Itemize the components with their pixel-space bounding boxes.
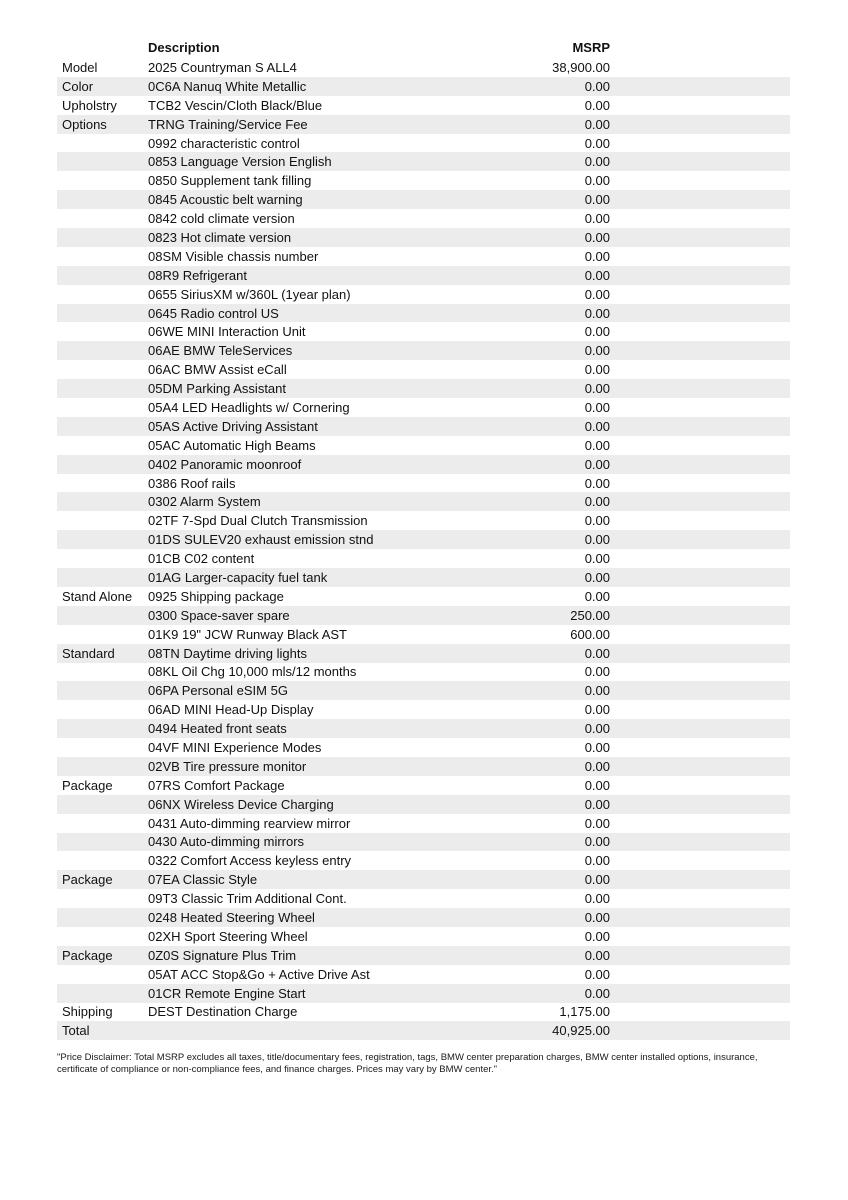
table-row: [57, 927, 790, 946]
table-row: [57, 757, 790, 776]
row-description: 01K9 19" JCW Runway Black AST: [148, 626, 347, 642]
price-disclaimer: "Price Disclaimer: Total MSRP excludes all taxes, title/documentary fees, registration, tags, BMW center preparation charges, BMW center installed options, insurance, certificate of compliance or non-compliance fees, and finance charges. Prices may vary by BMW center.": [57, 1052, 758, 1075]
row-msrp: 0.00: [584, 928, 610, 944]
row-msrp: 40,925.00: [552, 1023, 610, 1039]
row-description: 06AD MINI Head-Up Display: [148, 702, 314, 718]
row-description: 0925 Shipping package: [148, 588, 284, 604]
row-description: 08SM Visible chassis number: [148, 248, 319, 264]
row-msrp: 0.00: [584, 362, 610, 378]
row-msrp: 1,175.00: [559, 1004, 610, 1020]
row-description: 01DS SULEV20 exhaust emission stnd: [148, 532, 374, 548]
row-msrp: 0.00: [584, 569, 610, 585]
row-category: Upholstry: [62, 97, 117, 113]
table-row: [57, 511, 790, 530]
table-row: [57, 115, 790, 134]
row-msrp: 0.00: [584, 248, 610, 264]
row-description: 04VF MINI Experience Modes: [148, 740, 322, 755]
row-msrp: 600.00: [570, 626, 610, 642]
row-description: 0300 Space-saver spare: [148, 607, 290, 623]
table-row: [57, 587, 790, 606]
row-description: 0842 cold climate version: [148, 211, 295, 227]
table-row: [57, 360, 790, 379]
row-category: Package: [62, 872, 113, 888]
row-description: 0C6A Nanuq White Metallic: [148, 78, 307, 94]
table-row: [57, 436, 790, 455]
table-row: [57, 625, 790, 644]
row-msrp: 0.00: [584, 985, 610, 1001]
row-description: 0302 Alarm System: [148, 494, 261, 510]
row-msrp: 0.00: [584, 721, 610, 737]
row-msrp: 0.00: [584, 78, 610, 94]
table-row: [57, 171, 790, 190]
row-description: TCB2 Vescin/Cloth Black/Blue: [148, 97, 323, 113]
row-msrp: 0.00: [584, 324, 610, 340]
row-msrp: 0.00: [584, 494, 610, 510]
table-body: [57, 58, 790, 1040]
row-description: 0845 Acoustic belt warning: [148, 192, 303, 208]
pricing-table: [57, 37, 790, 1040]
row-msrp: 0.00: [584, 286, 610, 302]
description-header: Description: [148, 40, 220, 55]
row-msrp: 0.00: [584, 456, 610, 472]
row-description: 02XH Sport Steering Wheel: [148, 928, 308, 944]
row-msrp: 0.00: [584, 437, 610, 453]
row-description: 05AS Active Driving Assistant: [148, 418, 318, 434]
table-row: [57, 568, 790, 587]
row-msrp: 0.00: [584, 513, 610, 529]
row-msrp: 0.00: [584, 853, 610, 869]
row-category: Model: [62, 59, 98, 75]
table-row: [57, 663, 790, 682]
row-description: 0Z0S Signature Plus Trim: [148, 947, 297, 963]
table-row: [57, 776, 790, 795]
row-msrp: 0.00: [584, 910, 610, 926]
table-row: [57, 681, 790, 700]
table-row: [57, 304, 790, 323]
table-row: [57, 908, 790, 927]
row-category: Shipping: [62, 1004, 113, 1020]
table-row: [57, 322, 790, 341]
row-msrp: 0.00: [584, 796, 610, 812]
table-row: [57, 1021, 790, 1040]
row-description: 06NX Wireless Device Charging: [148, 796, 334, 812]
row-msrp: 0.00: [584, 834, 610, 850]
row-description: 05DM Parking Assistant: [148, 381, 287, 397]
row-msrp: 0.00: [584, 475, 610, 491]
row-description: 06WE MINI Interaction Unit: [148, 324, 306, 340]
row-description: 07RS Comfort Package: [148, 777, 285, 793]
row-description: 02TF 7-Spd Dual Clutch Transmission: [148, 513, 368, 529]
row-description: 2025 Countryman S ALL4: [148, 59, 297, 75]
row-description: 06AE BMW TeleServices: [148, 343, 293, 359]
table-row: [57, 96, 790, 115]
table-row: [57, 606, 790, 625]
table-row: [57, 738, 790, 757]
row-description: 07EA Classic Style: [148, 872, 258, 888]
table-row: [57, 833, 790, 852]
table-row: [57, 247, 790, 266]
row-category: Package: [62, 777, 113, 793]
table-row: [57, 549, 790, 568]
table-row: [57, 492, 790, 511]
row-msrp: 0.00: [584, 777, 610, 793]
row-msrp: 0.00: [584, 551, 610, 567]
table-row: [57, 889, 790, 908]
row-description: 06AC BMW Assist eCall: [148, 362, 287, 378]
table-row: [57, 946, 790, 965]
table-row: [57, 965, 790, 984]
row-description: 05A4 LED Headlights w/ Cornering: [148, 399, 350, 415]
row-msrp: 0.00: [584, 267, 610, 283]
row-msrp: 0.00: [584, 173, 610, 189]
row-msrp: 38,900.00: [552, 59, 610, 75]
row-category: Stand Alone: [62, 588, 133, 604]
row-msrp: 0.00: [584, 399, 610, 415]
table-row: [57, 870, 790, 889]
table-row: [57, 209, 790, 228]
row-msrp: 0.00: [584, 891, 610, 907]
table-row: [57, 58, 790, 77]
row-msrp: 0.00: [584, 815, 610, 831]
row-msrp: 0.00: [584, 683, 610, 699]
row-msrp: 0.00: [584, 229, 610, 245]
row-msrp: 0.00: [584, 702, 610, 718]
row-description: DEST Destination Charge: [148, 1004, 298, 1020]
row-description: 0645 Radio control US: [148, 305, 279, 321]
table-row: [57, 285, 790, 304]
row-description: 0322 Comfort Access keyless entry: [148, 853, 352, 869]
row-msrp: 0.00: [584, 154, 610, 170]
msrp-header: MSRP: [572, 40, 610, 55]
table-row: [57, 795, 790, 814]
row-description: 01AG Larger-capacity fuel tank: [148, 569, 328, 585]
row-msrp: 0.00: [584, 588, 610, 604]
row-msrp: 0.00: [584, 343, 610, 359]
row-description: 0850 Supplement tank filling: [148, 173, 312, 189]
row-description: 0386 Roof rails: [148, 475, 236, 491]
row-description: 08TN Daytime driving lights: [148, 645, 307, 661]
table-row: [57, 455, 790, 474]
row-description: 02VB Tire pressure monitor: [148, 758, 307, 774]
row-description: 05AC Automatic High Beams: [148, 437, 316, 453]
table-row: [57, 984, 790, 1003]
row-description: 0431 Auto-dimming rearview mirror: [148, 815, 351, 831]
row-msrp: 250.00: [570, 607, 610, 623]
row-msrp: 0.00: [584, 211, 610, 227]
table-header-row: [57, 37, 790, 58]
table-row: [57, 474, 790, 493]
table-row: [57, 530, 790, 549]
row-msrp: 0.00: [584, 305, 610, 321]
table-row: [57, 700, 790, 719]
row-description: 0823 Hot climate version: [148, 229, 292, 245]
row-msrp: 0.00: [584, 381, 610, 397]
table-row: [57, 814, 790, 833]
row-description: TRNG Training/Service Fee: [148, 116, 308, 132]
table-row: [57, 851, 790, 870]
row-description: 08R9 Refrigerant: [148, 267, 247, 283]
row-description: 0430 Auto-dimming mirrors: [148, 834, 305, 850]
row-msrp: 0.00: [584, 947, 610, 963]
table-row: [57, 398, 790, 417]
row-msrp: 0.00: [584, 135, 610, 151]
table-row: [57, 719, 790, 738]
row-description: 0494 Heated front seats: [148, 721, 287, 737]
row-msrp: 0.00: [584, 97, 610, 113]
table-row: [57, 190, 790, 209]
table-row: [57, 266, 790, 285]
table-row: [57, 77, 790, 96]
row-msrp: 0.00: [584, 192, 610, 208]
row-description: 0402 Panoramic moonroof: [148, 456, 302, 472]
row-category: Color: [62, 78, 94, 94]
row-category: Package: [62, 947, 113, 963]
row-description: 0853 Language Version English: [148, 154, 332, 170]
row-description: 0992 characteristic control: [148, 135, 300, 151]
row-category: Total: [62, 1023, 90, 1039]
row-description: 06PA Personal eSIM 5G: [148, 683, 288, 699]
table-row: [57, 1003, 790, 1022]
row-description: 0655 SiriusXM w/360L (1year plan): [148, 286, 351, 302]
row-msrp: 0.00: [584, 740, 610, 755]
table-row: [57, 417, 790, 436]
row-category: Options: [62, 116, 107, 132]
row-description: 08KL Oil Chg 10,000 mls/12 months: [148, 664, 357, 680]
row-msrp: 0.00: [584, 664, 610, 680]
table-row: [57, 134, 790, 153]
table-row: [57, 228, 790, 247]
row-description: 01CR Remote Engine Start: [148, 985, 306, 1001]
row-msrp: 0.00: [584, 645, 610, 661]
row-description: 09T3 Classic Trim Additional Cont.: [148, 891, 347, 907]
row-msrp: 0.00: [584, 758, 610, 774]
row-description: 05AT ACC Stop&Go + Active Drive Ast: [148, 966, 370, 982]
table-row: [57, 341, 790, 360]
row-msrp: 0.00: [584, 116, 610, 132]
row-description: 01CB C02 content: [148, 551, 255, 567]
row-msrp: 0.00: [584, 872, 610, 888]
row-msrp: 0.00: [584, 966, 610, 982]
table-row: [57, 644, 790, 663]
row-description: 0248 Heated Steering Wheel: [148, 910, 315, 926]
table-row: [57, 379, 790, 398]
table-row: [57, 152, 790, 171]
row-msrp: 0.00: [584, 418, 610, 434]
row-category: Standard: [62, 645, 115, 661]
row-msrp: 0.00: [584, 532, 610, 548]
